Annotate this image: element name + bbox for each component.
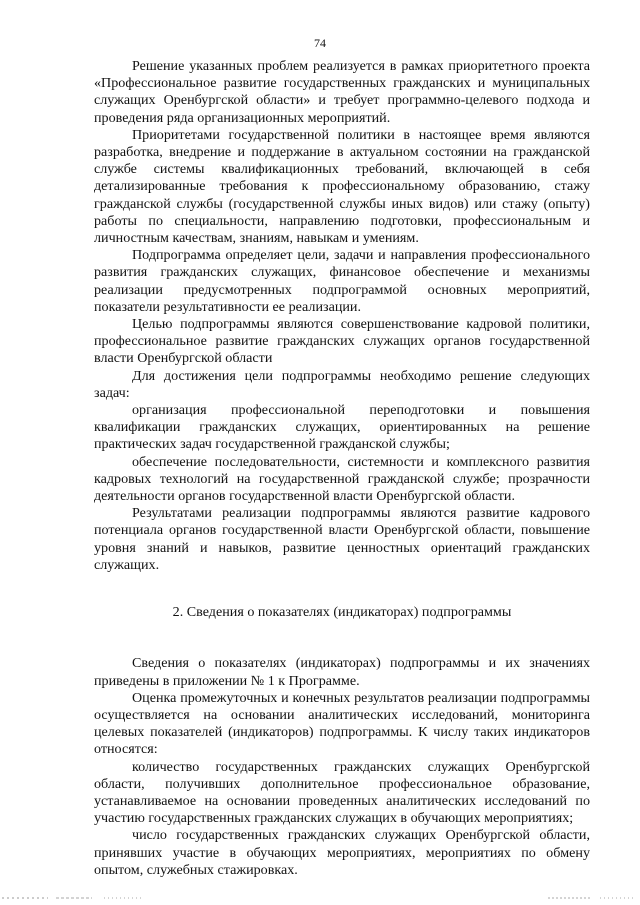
- paragraph: Оценка промежуточных и конечных результатов реализации подпрограммы осуществляется на основании аналитических исследований, мониторинга целевых показателей (индикаторов) подпрограммы. К числу таких индикаторов относятся:: [94, 689, 590, 758]
- paragraph: обеспечение последовательности, системности и комплексного развития кадровых технологий на государственной гражданской службе; прозрачности деятельности органов государственной власти Оренбургской области.: [94, 453, 590, 505]
- paragraph: Для достижения цели подпрограммы необходимо решение следующих задач:: [94, 367, 590, 401]
- paragraph: Результатами реализации подпрограммы являются развитие кадрового потенциала органов государственной власти Оренбургской области, повышение уровня знаний и навыков, развитие ценностных ориентаций гражданских служащих.: [94, 505, 590, 573]
- paragraph: количество государственных гражданских служащих Оренбургской области, получивших дополнительное профессиональное образование, устанавливаемое на основании проведенных аналитических исследований по участию государственных гражданских служащих в обучающих мероприятиях;: [94, 758, 590, 827]
- paragraph: число государственных гражданских служащих Оренбургской области, принявших участие в обучающих мероприятиях, мероприятиях по обмену опытом, служебных стажировках.: [94, 827, 590, 878]
- paragraph: Подпрограмма определяет цели, задачи и направления профессионального развития гражданских служащих, финансовое обеспечение и механизмы реализации предусмотренных подпрограммой основных мероприятий, показатели результативности ее реализации.: [94, 247, 590, 315]
- paragraph: Приоритетами государственной политики в настоящее время являются разработка, внедрение и поддержание в актуальном состоянии на гражданской службе системы квалификационных требований, включающей в себя детализированные требования к профессиональному образованию, стажу гражданской службы (государственной службы иных видов) или стажу (опыту) работы по специальности, направлению подготовки, профессиональным и личностным качествам, знаниям, навыкам и умениям.: [94, 126, 590, 247]
- paragraph: Целью подпрограммы являются совершенствование кадровой политики, профессиональное развитие гражданских служащих органов государственной власти Оренбургской области: [94, 316, 590, 367]
- document-body: [94, 58, 590, 879]
- page-number: 74: [314, 36, 326, 50]
- scan-edge-artifacts: [0, 895, 640, 901]
- paragraph: Решение указанных проблем реализуется в рамках приоритетного проекта «Профессиональное развитие государственных гражданских и муниципальных служащих Оренбургской области» и требует программно-целевого подхода и проведения ряда организационных мероприятий.: [94, 58, 590, 126]
- section-heading: 2. Сведения о показателях (индикаторах) подпрограммы: [172, 604, 512, 621]
- paragraph: организация профессиональной переподготовки и повышения квалификации гражданских служащих, ориентированных на решение практических задач государственной гражданской службы;: [94, 402, 590, 453]
- paragraph: Сведения о показателях (индикаторах) подпрограммы и их значениях приведены в приложении № 1 к Программе.: [94, 655, 590, 689]
